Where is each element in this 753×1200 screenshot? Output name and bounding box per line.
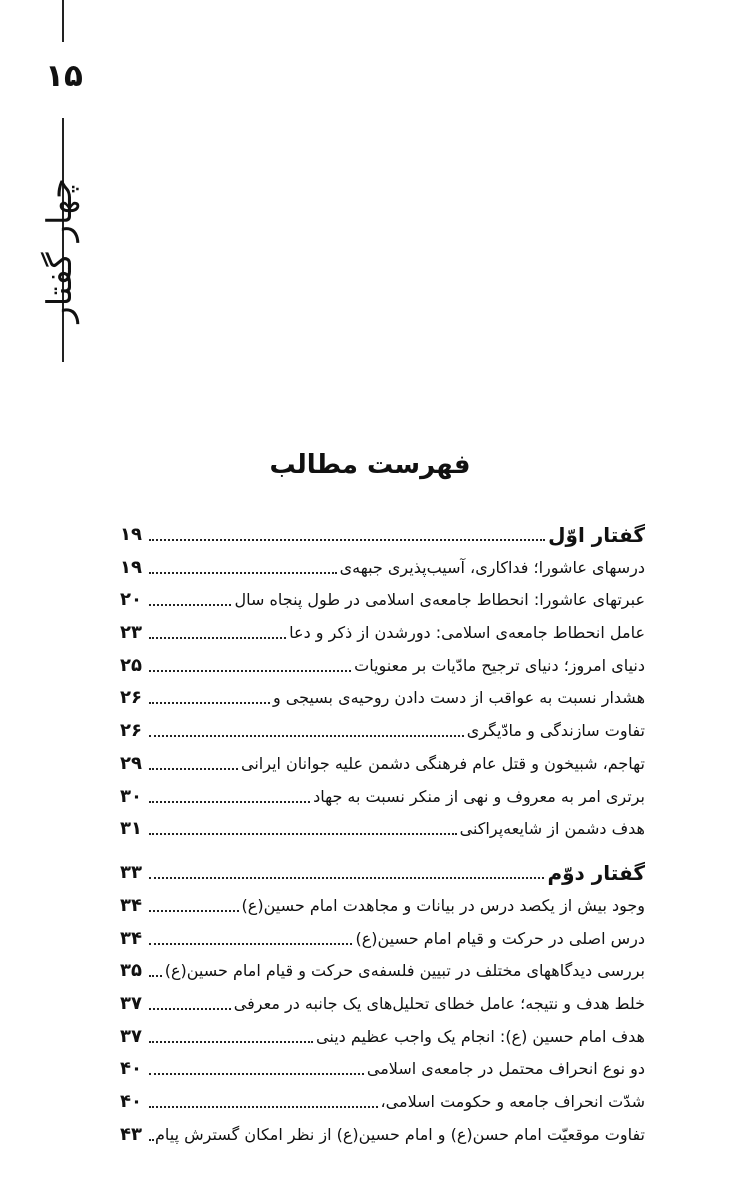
running-book-title: چهار گفتار — [40, 178, 80, 323]
toc-entry-page: ۳۰ — [120, 785, 142, 807]
toc-entry[interactable] — [120, 611, 645, 644]
chapter-heading[interactable] — [120, 512, 645, 546]
toc-entry-title: شدّت انحراف جامعه و حکومت اسلامی، — [380, 1092, 645, 1111]
dot-leader — [149, 1105, 378, 1108]
page-number: ۱۵ — [45, 58, 83, 94]
dot-leader — [149, 974, 162, 977]
dot-leader — [149, 942, 352, 945]
toc-entry[interactable] — [120, 709, 645, 742]
dot-leader — [149, 1072, 364, 1075]
toc-entry[interactable] — [120, 884, 645, 917]
chapter-title: گفتار دوّم — [547, 861, 645, 886]
chapter-page-number: ۳۳ — [120, 862, 142, 884]
dot-leader — [149, 876, 544, 879]
dot-leader — [149, 767, 238, 770]
dot-leader — [149, 734, 464, 737]
toc-entry-title: درسهای عاشورا؛ فداکاری، آسیب‌پذیری جبهه‌ی — [339, 557, 645, 577]
toc-entry[interactable] — [120, 742, 645, 775]
toc-entry[interactable] — [120, 808, 645, 841]
toc-entry-title: خلط هدف و نتیجه؛ عامل خطای تحلیل‌های یک جانبه در معرفی — [233, 993, 645, 1013]
chapter-2 — [120, 850, 645, 1146]
toc-entry-page: ۴۰ — [120, 1091, 142, 1112]
toc-entry-title: هشدار نسبت به عواقب از دست دادن روحیه‌ی بسیجی و — [272, 688, 645, 708]
toc-entry-title: تفاوت سازندگی و مادّیگری — [466, 721, 645, 741]
toc-entry[interactable] — [120, 677, 645, 710]
toc-entry[interactable] — [120, 1113, 645, 1146]
toc-entry-page: ۱۹ — [120, 556, 142, 578]
toc-entry-page: ۲۳ — [120, 622, 142, 644]
toc-entry-title: عبرتهای عاشورا: انحطاط جامعه‌ی اسلامی در طول پنجاه سال — [234, 590, 645, 610]
toc-entry-page: ۴۳ — [120, 1123, 142, 1145]
dot-leader — [149, 636, 286, 639]
toc-entry-page: ۳۴ — [120, 927, 142, 949]
toc-entry[interactable] — [120, 1080, 645, 1113]
dot-leader — [149, 701, 270, 704]
dot-leader — [149, 832, 457, 835]
toc-entry-title: دنیای امروز؛ دنیای ترجیح مادّیات بر معنویات — [354, 655, 645, 675]
toc-entry[interactable] — [120, 579, 645, 612]
toc-entry-title: وجود بیش از یکصد درس در بیانات و مجاهدت امام حسین(ع) — [241, 895, 645, 915]
dot-leader — [149, 538, 545, 541]
toc-entry[interactable] — [120, 950, 645, 983]
toc-heading: فهرست مطالب — [269, 450, 471, 480]
toc-entry-page: ۴۰ — [120, 1058, 142, 1080]
chapter-page-number: ۱۹ — [120, 524, 142, 545]
chapter-title: گفتار اوّل — [548, 523, 645, 547]
toc-entry-title: بررسی دیدگاههای مختلف در تبیین فلسفه‌ی حرکت و قیام امام حسین(ع) — [164, 961, 645, 981]
toc-entry-title: تفاوت موقعیّت امام حسن(ع) و امام حسین(ع) از نظر امکان گسترش پیام — [155, 1124, 645, 1144]
toc-entry-title: دو نوع انحراف محتمل در جامعه‌ی اسلامی — [366, 1059, 645, 1079]
toc-entry-page: ۲۶ — [120, 687, 142, 709]
toc-entry-page: ۳۷ — [120, 1025, 142, 1047]
toc-entry[interactable] — [120, 546, 645, 579]
dot-leader — [149, 800, 310, 803]
toc-entry-page: ۲۶ — [120, 720, 142, 742]
toc-entry[interactable] — [120, 1048, 645, 1081]
margin-rule-top — [62, 0, 64, 42]
dot-leader — [149, 909, 239, 912]
toc-entry[interactable] — [120, 775, 645, 808]
toc-entry-page: ۲۰ — [120, 589, 142, 611]
dot-leader — [149, 1138, 152, 1141]
toc-entry-page: ۳۵ — [120, 960, 142, 982]
toc-entry-title: هدف امام حسین (ع): انجام یک واجب عظیم دینی — [316, 1026, 645, 1046]
toc-entry[interactable] — [120, 644, 645, 677]
dot-leader — [149, 571, 337, 574]
toc-entry-title: درس اصلی در حرکت و قیام امام حسین(ع) — [355, 928, 645, 948]
toc-entry-page: ۳۱ — [120, 818, 142, 840]
toc-entry-page: ۲۵ — [120, 654, 142, 676]
dot-leader — [149, 1007, 231, 1010]
toc-entry-title: هدف دشمن از شایعه‌پراکنی — [459, 819, 645, 839]
toc-entry-page: ۳۴ — [120, 894, 142, 916]
toc-entry[interactable] — [120, 1015, 645, 1048]
toc-entry-title: تهاجم، شبیخون و قتل عام فرهنگی دشمن علیه جوانان ایرانی — [241, 753, 645, 773]
table-of-contents — [120, 512, 645, 1146]
chapter-heading[interactable] — [120, 850, 645, 884]
toc-entry-title: عامل انحطاط جامعه‌ی اسلامی: دورشدن از ذکر و دعا — [289, 623, 645, 643]
chapter-1 — [120, 512, 645, 840]
dot-leader — [149, 1040, 313, 1043]
dot-leader — [149, 603, 231, 606]
toc-entry-title: برتری امر به معروف و نهی از منکر نسبت به جهاد — [313, 786, 645, 806]
toc-entry[interactable] — [120, 917, 645, 950]
toc-entry-page: ۲۹ — [120, 752, 142, 774]
toc-entry[interactable] — [120, 982, 645, 1015]
toc-entry-page: ۳۷ — [120, 992, 142, 1014]
dot-leader — [149, 669, 351, 672]
